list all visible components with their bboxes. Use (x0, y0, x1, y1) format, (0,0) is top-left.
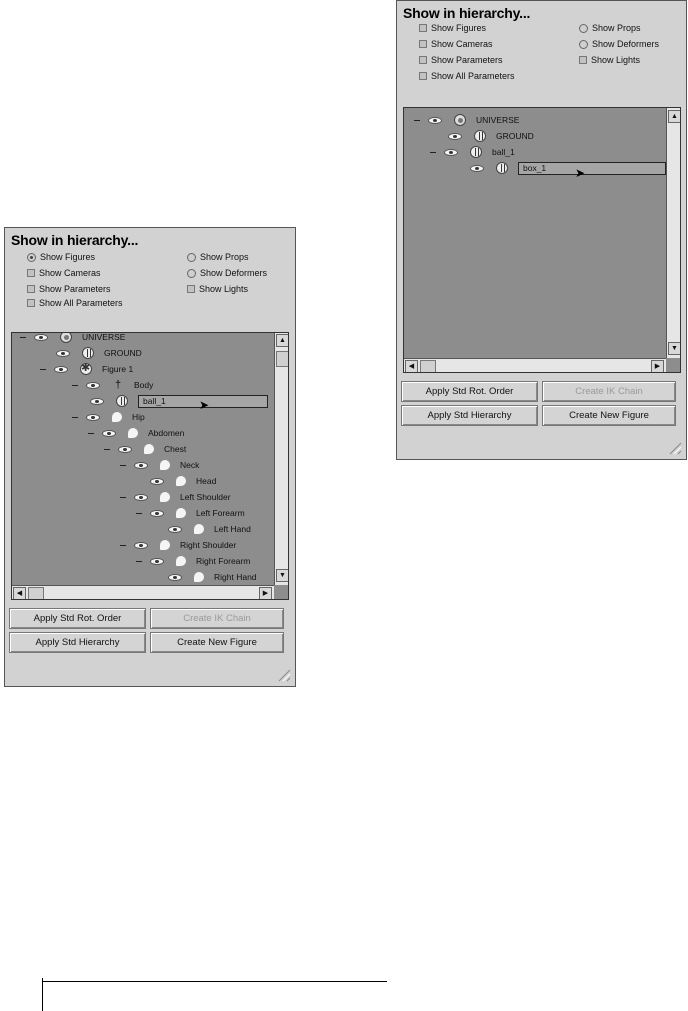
show-lights-option[interactable]: Show Lights (187, 284, 248, 294)
apply-std-hierarchy-button[interactable]: Apply Std Hierarchy (9, 632, 146, 653)
bone-icon (160, 492, 170, 502)
collapse-icon[interactable] (40, 369, 46, 370)
collapse-icon[interactable] (120, 497, 126, 498)
bone-icon (112, 412, 122, 422)
collapse-icon[interactable] (136, 513, 142, 514)
scroll-up-button[interactable]: ▲ (276, 334, 289, 347)
scroll-left-button[interactable]: ◀ (13, 587, 26, 600)
tree-row[interactable]: GROUND (56, 346, 142, 360)
checkbox-icon[interactable] (419, 40, 427, 48)
eye-icon[interactable] (86, 382, 100, 389)
collapse-icon[interactable] (104, 449, 110, 450)
eye-icon[interactable] (34, 334, 48, 341)
tree-row[interactable]: Neck (120, 458, 199, 472)
eye-icon[interactable] (150, 478, 164, 485)
eye-icon[interactable] (102, 430, 116, 437)
radio-icon[interactable] (579, 24, 588, 33)
checkbox-icon[interactable] (27, 269, 35, 277)
show-props-option[interactable]: Show Props (187, 252, 249, 262)
radio-icon[interactable] (187, 253, 196, 262)
checkbox-icon[interactable] (27, 285, 35, 293)
show-parameters-option[interactable]: Show Parameters (27, 284, 111, 294)
prop-icon (496, 162, 508, 174)
show-deformers-option[interactable]: Show Deformers (187, 268, 267, 278)
apply-std-rot-order-button[interactable]: Apply Std Rot. Order (9, 608, 146, 629)
prop-icon (470, 146, 482, 158)
scroll-left-button[interactable]: ◀ (405, 360, 418, 373)
eye-icon[interactable] (134, 494, 148, 501)
bone-icon (176, 556, 186, 566)
tree-row-selected[interactable]: ball_1 (90, 394, 268, 408)
apply-std-hierarchy-button[interactable]: Apply Std Hierarchy (401, 405, 538, 426)
checkbox-icon[interactable] (419, 24, 427, 32)
bone-icon (194, 572, 204, 582)
figure-icon (80, 363, 92, 375)
eye-icon[interactable] (168, 526, 182, 533)
checkbox-icon[interactable] (187, 285, 195, 293)
checkbox-icon[interactable] (27, 299, 35, 307)
eye-icon[interactable] (90, 398, 104, 405)
scroll-thumb[interactable] (276, 351, 289, 367)
eye-icon[interactable] (118, 446, 132, 453)
prop-icon (116, 395, 128, 407)
checkbox-icon[interactable] (419, 72, 427, 80)
collapse-icon[interactable] (20, 337, 26, 338)
vertical-scrollbar[interactable] (274, 333, 289, 585)
collapse-icon[interactable] (430, 152, 436, 153)
tree-row-selected[interactable]: box_1 (470, 161, 666, 175)
radio-icon[interactable] (579, 40, 588, 49)
collapse-icon[interactable] (414, 120, 420, 121)
show-all-parameters-option[interactable]: Show All Parameters (27, 298, 123, 308)
tree-row[interactable]: Chest (104, 442, 186, 456)
show-lights-option[interactable]: Show Lights (579, 55, 640, 65)
collapse-icon[interactable] (88, 433, 94, 434)
eye-icon[interactable] (150, 510, 164, 517)
bone-icon (176, 508, 186, 518)
hierarchy-tree[interactable] (403, 107, 681, 373)
create-ik-chain-button[interactable]: Create IK Chain (542, 381, 676, 402)
checkbox-icon[interactable] (419, 56, 427, 64)
collapse-icon[interactable] (120, 465, 126, 466)
tree-row[interactable]: Right Forearm (136, 554, 250, 568)
scroll-down-button[interactable]: ▼ (276, 569, 289, 582)
checkbox-icon[interactable] (579, 56, 587, 64)
eye-icon[interactable] (470, 165, 484, 172)
resize-grip-icon[interactable] (668, 441, 682, 455)
tree-row[interactable]: Right Shoulder (120, 538, 236, 552)
hierarchy-editor-panel-left (4, 227, 296, 687)
scroll-up-button[interactable]: ▲ (668, 110, 681, 123)
radio-icon[interactable] (187, 269, 196, 278)
eye-icon[interactable] (428, 117, 442, 124)
eye-icon[interactable] (444, 149, 458, 156)
tree-row[interactable]: Left Shoulder (120, 490, 231, 504)
show-parameters-option[interactable]: Show Parameters (419, 55, 503, 65)
panel-title: Show in hierarchy... (403, 5, 531, 21)
tree-row[interactable]: UNIVERSE (414, 113, 519, 127)
hierarchy-editor-panel-right (396, 0, 687, 460)
scroll-right-button[interactable]: ▶ (651, 360, 664, 373)
prop-icon (474, 130, 486, 142)
tree-row[interactable]: Left Forearm (136, 506, 245, 520)
show-all-parameters-option[interactable]: Show All Parameters (419, 71, 515, 81)
create-new-figure-button[interactable]: Create New Figure (542, 405, 676, 426)
eye-icon[interactable] (56, 350, 70, 357)
hierarchy-tree[interactable] (11, 332, 289, 600)
show-cameras-option[interactable]: Show Cameras (27, 268, 101, 278)
eye-icon[interactable] (134, 542, 148, 549)
page-divider-vertical (42, 978, 43, 1011)
eye-icon[interactable] (168, 574, 182, 581)
show-props-option[interactable]: Show Props (579, 23, 641, 33)
bone-icon (128, 428, 138, 438)
stick-figure-icon: † (114, 379, 122, 391)
tree-row[interactable]: ball_1 (430, 145, 515, 159)
show-figures-option[interactable]: Show Figures (419, 23, 486, 33)
scroll-thumb[interactable] (420, 360, 436, 373)
eye-icon[interactable] (54, 366, 68, 373)
create-ik-chain-button[interactable]: Create IK Chain (150, 608, 284, 629)
panel-title: Show in hierarchy... (11, 232, 139, 248)
mouse-pointer-icon: ➤ (575, 166, 586, 180)
resize-grip-icon[interactable] (277, 668, 291, 682)
bone-icon (144, 444, 154, 454)
show-figures-option[interactable]: Show Figures (27, 252, 95, 262)
tree-row[interactable]: Hip (72, 410, 145, 424)
collapse-icon[interactable] (72, 417, 78, 418)
page-divider-horizontal (42, 981, 387, 982)
scroll-down-button[interactable]: ▼ (668, 342, 681, 355)
tree-row[interactable]: GROUND (448, 129, 534, 143)
tree-row[interactable]: † Body (72, 378, 153, 392)
tree-row[interactable]: UNIVERSE (20, 332, 125, 344)
create-new-figure-button[interactable]: Create New Figure (150, 632, 284, 653)
bone-icon (194, 524, 204, 534)
tree-row[interactable]: Head (150, 474, 216, 488)
eye-icon[interactable] (134, 462, 148, 469)
tree-row[interactable]: Left Hand (168, 522, 251, 536)
collapse-icon[interactable] (136, 561, 142, 562)
eye-icon[interactable] (86, 414, 100, 421)
vertical-scrollbar[interactable] (666, 108, 681, 358)
eye-icon[interactable] (150, 558, 164, 565)
apply-std-rot-order-button[interactable]: Apply Std Rot. Order (401, 381, 538, 402)
scroll-right-button[interactable]: ▶ (259, 587, 272, 600)
eye-icon[interactable] (448, 133, 462, 140)
horizontal-scrollbar[interactable] (12, 585, 274, 600)
show-deformers-option[interactable]: Show Deformers (579, 39, 659, 49)
mouse-pointer-icon: ➤ (199, 398, 210, 412)
tree-row[interactable]: ✱ Figure 1 (40, 362, 133, 376)
collapse-icon[interactable] (120, 545, 126, 546)
globe-icon (454, 114, 466, 126)
bone-icon (160, 460, 170, 470)
bone-icon (160, 540, 170, 550)
globe-icon (60, 332, 72, 343)
tree-row[interactable]: Right Hand (168, 570, 257, 584)
radio-icon[interactable] (27, 253, 36, 262)
bone-icon (176, 476, 186, 486)
scroll-thumb[interactable] (28, 587, 44, 600)
tree-row[interactable]: Abdomen (88, 426, 184, 440)
collapse-icon[interactable] (72, 385, 78, 386)
horizontal-scrollbar[interactable] (404, 358, 666, 373)
show-cameras-option[interactable]: Show Cameras (419, 39, 493, 49)
prop-icon (82, 347, 94, 359)
